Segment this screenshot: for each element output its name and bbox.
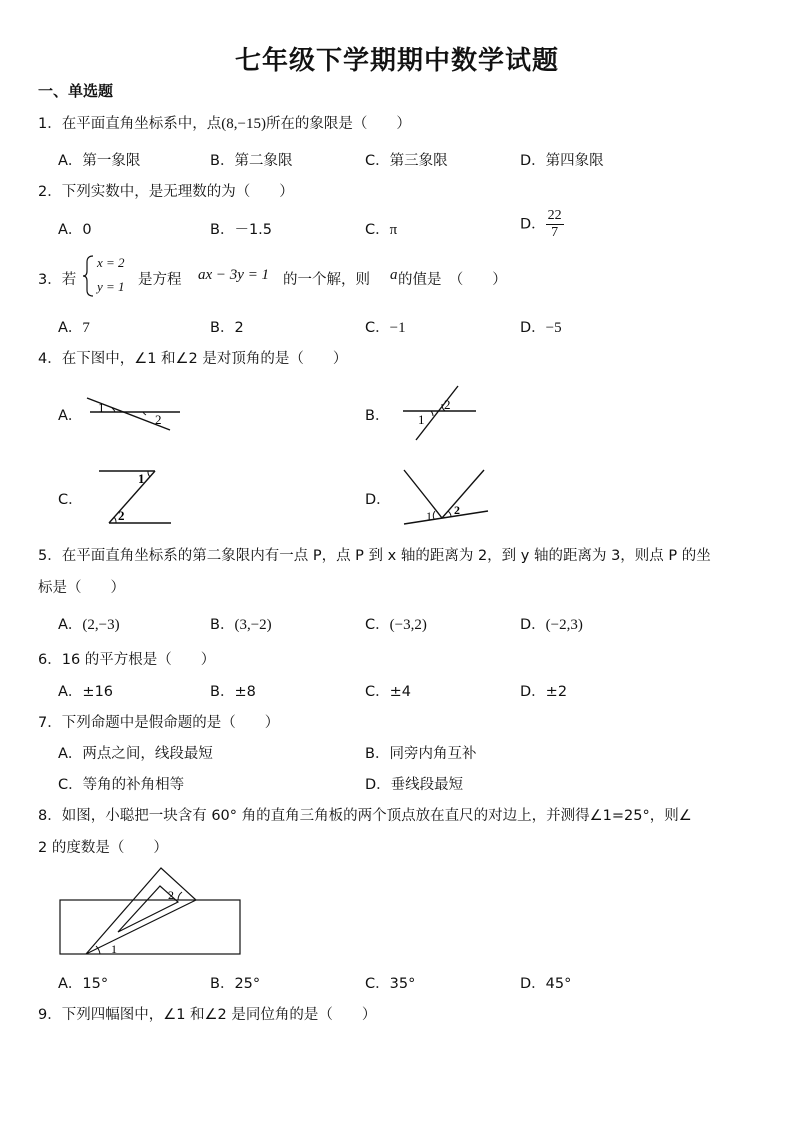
q4a-angle-2-label: 2 (155, 412, 162, 427)
q3-option-d-value: −5 (545, 320, 562, 336)
q5-stem-line1: 5．在平面直角坐标系的第二象限内有一点 P，点 P 到 x 轴的距离为 2，到 y 轴的距离为 3，则点 P 的坐 (38, 548, 711, 564)
q2-option-d-fraction (546, 208, 564, 241)
q3-stem-mid: 是方程 (138, 272, 182, 288)
q2-option-d-label: D． (520, 216, 546, 233)
q3-variable: a (390, 267, 398, 283)
q7-option-d[interactable]: D．垂线段最短 (365, 777, 464, 793)
q1-option-c[interactable]: C．第三象限 (365, 153, 448, 169)
q3-system-line2: y = 1 (97, 279, 125, 294)
q3-option-b[interactable]: B．2 (210, 320, 244, 336)
q2-frac-numerator: 22 (547, 208, 562, 223)
q1-stem-pre: 1．在平面直角坐标系中，点 (38, 116, 222, 132)
q5-stem-line2: 标是（ ） (38, 580, 125, 596)
q5-option-d[interactable] (520, 613, 583, 634)
q3-stem-pre: 3．若 (38, 272, 77, 288)
q7-option-a[interactable]: A．两点之间，线段最短 (58, 746, 213, 762)
q4a-angle-1-label: 1 (98, 400, 105, 415)
q4-option-b-label[interactable]: B． (365, 408, 390, 424)
q3-option-c[interactable] (365, 316, 406, 337)
q1-option-d[interactable]: D．第四象限 (520, 153, 604, 169)
question-4-stem: 4．在下图中，∠1 和∠2 是对顶角的是（ ） (38, 351, 348, 367)
q7-option-c[interactable]: C．等角的补角相等 (58, 777, 185, 793)
q5-option-c-value: (−3,2) (389, 617, 427, 633)
q3-option-d-label: D． (520, 320, 546, 336)
q4-figure-b (398, 382, 482, 444)
q3-stem-post: 的值是 （ ） (398, 272, 507, 288)
q3-option-d[interactable] (520, 316, 562, 337)
q3-stem-mid2: 的一个解，则 (283, 272, 370, 288)
q4b-angle-1-label: 1 (418, 412, 425, 427)
q8-figure-ruler-triangle (56, 860, 246, 960)
q5-option-b-value: (3,−2) (234, 617, 272, 633)
q2-frac-denominator: 7 (551, 225, 559, 240)
q8-option-b[interactable]: B．25° (210, 976, 261, 992)
q4-figure-a (85, 388, 185, 436)
q3-system-brace (82, 254, 96, 298)
q4d-angle-1-label: 1 (426, 509, 432, 523)
q4c-angle-2-label: 2 (118, 508, 125, 523)
q4c-angle-1-label: 1 (138, 471, 145, 486)
question-7-stem: 7．下列命题中是假命题的是（ ） (38, 715, 280, 731)
q5-option-a-value: (2,−3) (82, 617, 120, 633)
q8-option-d[interactable]: D．45° (520, 976, 572, 992)
q5-option-c-label: C． (365, 617, 390, 633)
q4-option-a-label[interactable]: A． (58, 408, 83, 424)
q4-option-c-label[interactable]: C． (58, 492, 83, 508)
q5-option-a[interactable] (58, 613, 120, 634)
q2-option-b[interactable]: B．－1.5 (210, 222, 273, 238)
question-6-stem: 6．16 的平方根是（ ） (38, 652, 216, 668)
q6-option-b[interactable]: B．±8 (210, 684, 256, 700)
q3-equation: ax − 3y = 1 (198, 267, 270, 283)
q6-option-d[interactable]: D．±2 (520, 684, 568, 700)
page-title: 七年级下学期期中数学试题 (234, 46, 559, 76)
q3-option-a-label: A． (58, 320, 83, 336)
section-heading: 一、单选题 (38, 82, 114, 100)
q4-option-d-label[interactable]: D． (365, 492, 391, 508)
q8-option-c[interactable]: C．35° (365, 976, 416, 992)
q6-option-a[interactable]: A．±16 (58, 684, 114, 700)
q8-stem-line1: 8．如图，小聪把一块含有 60° 角的直角三角板的两个顶点放在直尺的对边上，并测得∠1=25°，则∠ (38, 808, 692, 824)
q5-option-a-label: A． (58, 617, 83, 633)
q5-option-d-value: (−2,3) (545, 617, 583, 633)
q2-option-c[interactable] (365, 218, 397, 239)
q1-option-a[interactable]: A．第一象限 (58, 153, 141, 169)
q3-option-a-value: 7 (82, 320, 90, 336)
question-1-stem (38, 112, 411, 133)
q8-angle-1-label: 1 (111, 942, 117, 956)
question-2-stem: 2．下列实数中，是无理数的为（ ） (38, 184, 294, 200)
q3-option-c-value: −1 (389, 320, 406, 336)
q3-system-line1: x = 2 (97, 255, 125, 270)
q1-option-b[interactable]: B．第二象限 (210, 153, 293, 169)
q2-option-c-label: C． (365, 222, 390, 238)
q4-figure-c (95, 467, 175, 527)
q4b-angle-2-label: 2 (444, 397, 451, 412)
q4-figure-d (398, 464, 494, 528)
question-9-stem: 9．下列四幅图中，∠1 和∠2 是同位角的是（ ） (38, 1007, 377, 1023)
q2-option-a[interactable]: A．0 (58, 222, 92, 238)
q2-option-d[interactable] (520, 208, 564, 241)
q1-point: (8,−15) (221, 116, 266, 132)
q7-option-b[interactable]: B．同旁内角互补 (365, 746, 477, 762)
q4d-angle-2-label: 2 (454, 503, 460, 517)
q5-option-b-label: B． (210, 617, 235, 633)
q6-option-c[interactable]: C．±4 (365, 684, 411, 700)
q3-option-c-label: C． (365, 320, 390, 336)
q1-stem-post: 所在的象限是（ ） (265, 116, 411, 132)
q5-option-b[interactable] (210, 613, 272, 634)
q2-option-c-value: π (389, 222, 398, 238)
q8-option-a[interactable]: A．15° (58, 976, 109, 992)
q3-option-a[interactable] (58, 316, 90, 337)
q8-angle-2-label: 2 (168, 888, 174, 902)
q8-stem-line2: 2 的度数是（ ） (38, 840, 168, 856)
q5-option-c[interactable] (365, 613, 427, 634)
q5-option-d-label: D． (520, 617, 546, 633)
